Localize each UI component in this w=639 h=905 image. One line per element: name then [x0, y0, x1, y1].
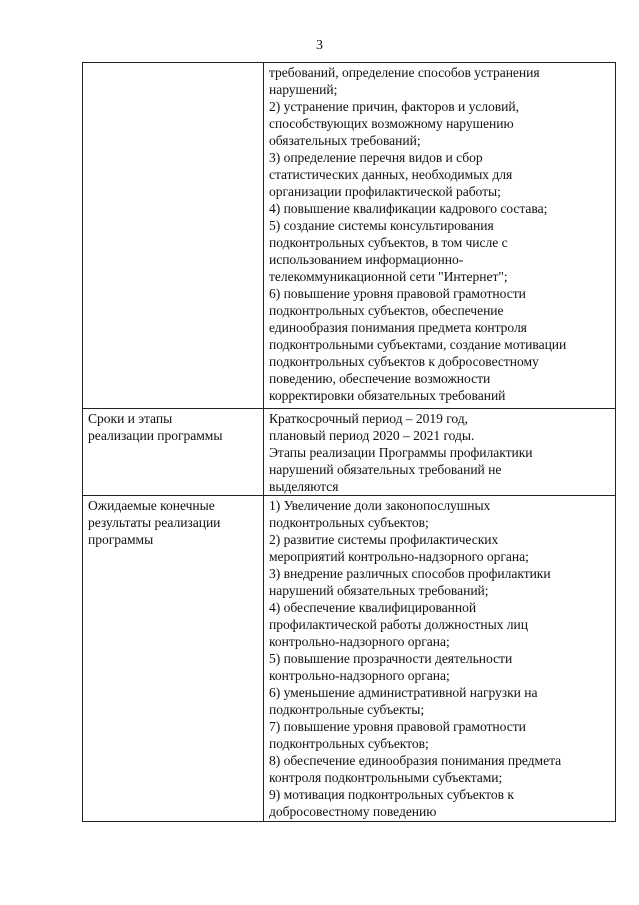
text-line: требований, определение способов устранения [269, 65, 540, 80]
expected-results-label [83, 496, 263, 548]
text-line: использованием информационно- [269, 252, 464, 267]
text-line: выделяются [269, 479, 339, 494]
text-line: корректировки обязательных требований [269, 388, 506, 403]
text-line: подконтрольных субъектов; [269, 736, 429, 751]
text-line: статистических данных, необходимых для [269, 167, 513, 182]
text-line: 4) повышение квалификации кадрового состава; [269, 201, 548, 216]
text-line: 9) мотивация подконтрольных субъектов к [269, 787, 514, 802]
text-line: 6) повышение уровня правовой грамотности [269, 286, 526, 301]
table-row-expected-results [83, 496, 616, 822]
text-line: подконтрольных субъектов, в том числе с [269, 235, 508, 250]
text-line: обязательных требований; [269, 133, 421, 148]
text-line: контрольно-надзорного органа; [269, 634, 450, 649]
table-row-objectives-continued [83, 63, 616, 409]
text-line: нарушений обязательных требований не [269, 462, 502, 477]
text-line: 5) повышение прозрачности деятельности [269, 651, 513, 666]
text-line: единообразия понимания предмета контроля [269, 320, 527, 335]
objectives-text [264, 63, 615, 404]
label-line: результаты реализации [88, 515, 221, 530]
text-line: добросовестному поведению [269, 804, 437, 819]
text-line: 3) определение перечня видов и сбор [269, 150, 483, 165]
text-line: 8) обеспечение единообразия понимания предмета [269, 753, 562, 768]
text-line: организации профилактической работы; [269, 184, 501, 199]
text-line: подконтрольными субъектами, создание мотивации [269, 337, 567, 352]
text-line: подконтрольных субъектов; [269, 515, 429, 530]
value-cell-expected-results [264, 496, 616, 822]
text-line: подконтрольных субъектов, обеспечение [269, 303, 504, 318]
label-cell-empty [83, 63, 264, 409]
label-line: реализации программы [88, 428, 223, 443]
text-line: Этапы реализации Программы профилактики [269, 445, 533, 460]
text-line: 6) уменьшение административной нагрузки на [269, 685, 538, 700]
text-line: 4) обеспечение квалифицированной [269, 600, 477, 615]
text-line: нарушений; [269, 82, 338, 97]
text-line: 1) Увеличение доли законопослушных [269, 498, 491, 513]
program-passport-table [82, 62, 616, 822]
text-line: 3) внедрение различных способов профилактики [269, 566, 551, 581]
label-line: программы [88, 532, 154, 547]
timeline-text [264, 409, 615, 495]
text-line: плановый период 2020 – 2021 годы. [269, 428, 475, 443]
text-line: контроля подконтрольными субъектами; [269, 770, 503, 785]
label-line: Ожидаемые конечные [88, 498, 215, 513]
value-cell-objectives [264, 63, 616, 409]
label-cell-timeline [83, 409, 264, 496]
text-line: 5) создание системы консультирования [269, 218, 494, 233]
text-line: подконтрольные субъекты; [269, 702, 425, 717]
label-cell-expected-results [83, 496, 264, 822]
value-cell-timeline [264, 409, 616, 496]
text-line: подконтрольных субъектов к добросовестному [269, 354, 539, 369]
page-number: 3 [316, 38, 323, 53]
text-line: способствующих возможному нарушению [269, 116, 514, 131]
text-line: 2) устранение причин, факторов и условий, [269, 99, 519, 114]
text-line: мероприятий контрольно-надзорного органа; [269, 549, 529, 564]
text-line: телекоммуникационной сети "Интернет"; [269, 269, 508, 284]
text-line: 7) повышение уровня правовой грамотности [269, 719, 526, 734]
label-line: Сроки и этапы [88, 411, 173, 426]
expected-results-text [264, 496, 615, 820]
text-line: нарушений обязательных требований; [269, 583, 489, 598]
text-line: поведению, обеспечение возможности [269, 371, 491, 386]
text-line: 2) развитие системы профилактических [269, 532, 499, 547]
table-row-timeline [83, 409, 616, 496]
timeline-label [83, 409, 263, 444]
text-line: контрольно-надзорного органа; [269, 668, 450, 683]
text-line: профилактической работы должностных лиц [269, 617, 528, 632]
text-line: Краткосрочный период – 2019 год, [269, 411, 468, 426]
